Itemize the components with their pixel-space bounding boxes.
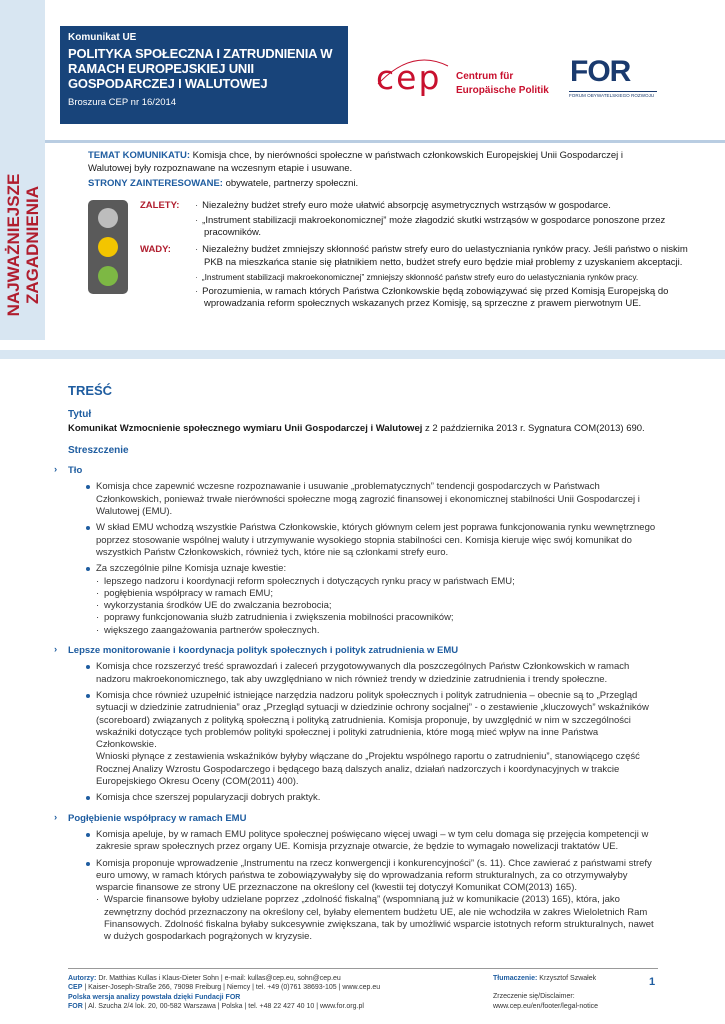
- polish-version-note: Polska wersja analizy powstała dzięki Fundacji FOR: [68, 993, 241, 1001]
- sub-bullet: · większego zaangażowania partnerów społecznych.: [96, 625, 658, 637]
- translator: Krzysztof Szwałek: [537, 975, 597, 982]
- section-divider: [0, 350, 725, 359]
- traffic-light-green: [98, 266, 118, 286]
- bullet: Komisja proponuje wprowadzenie „Instrumentu na rzecz konwergencji i konkurencyjności” (s. 11). Chce zawierać z państwami strefy euro umowy, w ramach których państwa te zobowiązywałyby się do wprowadzania reform strukturalnych, za co otrzymywałyby wsparcie finansowe ze strony UE przeznaczone na określony cel (kwestii tej dotyczył Komunikat COM(2013) 165).: [86, 858, 658, 895]
- disclaimer-link[interactable]: www.cep.eu/en/footer/legal-notice: [493, 1002, 599, 1010]
- cep-address: | Kaiser-Joseph-Straße 266, 79098 Freiburg | Niemcy | tel. +49 (0)761 38693-105 | www.cep.eu: [82, 984, 381, 992]
- traffic-light-icon: [88, 200, 128, 294]
- pros-label: ZALETY:: [140, 200, 180, 211]
- sub-bullet: · poprawy funkcjonowania służb zatrudnienia i zwiększenia mobilności pracowników;: [96, 612, 658, 624]
- paragraph: Wnioski płynące z zestawienia wskaźników byłyby włączane do „Projektu wspólnego raportu o zatrudnieniu”, stanowiącego część Rocznej Analizy Wzrostu Gospodarczego i będącego bazą dalszych analiz, działań nadzorczych i koordynacyjnych w trakcie Europejskiego Okresu Oceny (COM(2011) 400).: [96, 751, 640, 788]
- bullet: Komisja chce zapewnić wczesne rozpoznawanie i usuwanie „problematycznych” tendencji gospodarczych w Państwach Członkowskich, ponieważ trwałe nierówności społeczne mogą zagrozić finansowej i ekonomicznej stabilności Unii Gospodarczej i Walutowej (EMU).: [86, 481, 658, 518]
- cep-name: [456, 70, 549, 98]
- bullet: W skład EMU wchodzą wszystkie Państwa Członkowskie, których głównym celem jest poprawa funkcjonowania rynku wewnętrznego poprzez stosowanie wspólnej waluty i utrzymywanie wysokiego stopnia stabilności cen. Komisja kieruje więc swój komunikat do wszystkich Państw Członkowskich, również tych, które nie są członkami strefy euro.: [86, 522, 658, 559]
- pro-item: · „Instrument stabilizacji makroekonomicznej” może złagodzić skutki wstrząsów w gospodarce ponoszone przez pracowników.: [195, 215, 695, 240]
- for-address: | Al. Szucha 2/4 lok. 20, 00-582 Warszawa | Polska | tel. +48 22 427 40 10 | www.for.org.pl: [82, 1002, 364, 1010]
- main-content: [68, 385, 658, 944]
- traffic-light-yellow: [98, 237, 118, 257]
- bullet: Komisja chce rozszerzyć treść sprawozdań i zaleceń przygotowywanych dla poszczególnych Państw Członkowskich w ramach nadzoru makroekonomicznego, tak aby uwzględniano w nich również trendy w dziedzinie zatrudnienia i trendy społeczne.: [86, 661, 658, 686]
- side-label: [4, 170, 46, 320]
- sub-bullet: · Wsparcie finansowe byłoby udzielane poprzez „zdolność fiskalną” (wspomnianą już w komunikacie (2013) 165), która, jako zewnętrzny dochód przeznaczony na określony cel, byłaby elementem budżetu UE, ale nie wchodziła w zakres Wieloletnich Ram Finansowych. Zdolność fiskalna byłaby sukcesywnie zwiększana, tak by umożliwić wsparcie istotnych reform strukturalnych, nawet w dużych gospodarkach pogrążonych w kryzysie.: [96, 894, 658, 943]
- cep-label: CEP: [68, 984, 83, 992]
- side-label-text: NAJWAŻNIEJSZE ZAGADNIENIA: [4, 173, 42, 317]
- cons-label: WADY:: [140, 244, 171, 255]
- title-heading: Tytuł: [68, 409, 92, 421]
- key-summary: [88, 150, 658, 191]
- bullet: Komisja chce szerszej popularyzacji dobrych praktyk.: [86, 792, 658, 804]
- traffic-light-red: [98, 208, 118, 228]
- title-bold: Komunikat Wzmocnienie społecznego wymiaru Unii Gospodarczej i Walutowej: [68, 422, 423, 434]
- sub-bullet: · pogłębienia współpracy w ramach EMU;: [96, 588, 658, 600]
- header-box: [60, 26, 348, 124]
- cep-name-2: Europäische Politik: [456, 85, 549, 96]
- brochure-number: Broszura CEP nr 16/2014: [68, 97, 177, 108]
- section-heading: › Tło: [48, 465, 658, 477]
- for-subtitle: FORUM OBYWATELSKIEGO ROZWOJU: [569, 91, 657, 98]
- top-divider: [45, 140, 725, 143]
- sub-bullet: · wykorzystania środków UE do zwalczania bezrobocia;: [96, 600, 658, 612]
- for-logo: FOR: [570, 55, 631, 88]
- section-heading: › Lepsze monitorowanie i koordynacja polityk społecznych i polityk zatrudnienia w EMU: [48, 645, 658, 657]
- cep-logo: cep: [376, 58, 442, 97]
- authors-text: Dr. Matthias Kullas i Klaus-Dieter Sohn | e-mail: kullas@cep.eu, sohn@cep.eu: [96, 975, 341, 982]
- con-item: · Porozumienia, w ramach których Państwa Członkowskie będą zobowiązywać się przed Komisją Europejską do wprowadzania reform społecznych wskazanych przez Komisję, są sprzeczne z prawem pierwotnym UE.: [195, 286, 695, 311]
- title-text: [68, 423, 658, 435]
- section-heading: › Pogłębienie współpracy w ramach EMU: [48, 813, 658, 825]
- footer-right: [493, 974, 598, 1011]
- con-item: · „Instrument stabilizacji makroekonomicznej” zmniejszy skłonność państw strefy euro do uelastyczniania rynków pracy.: [195, 271, 695, 284]
- footer-left: [68, 974, 380, 1011]
- pros-list: [195, 200, 695, 242]
- header-title: POLITYKA SPOŁECZNA I ZATRUDNIENIA W RAMACH EUROPEJSKIEJ UNII GOSPODARCZEJ I WALUTOWEJ: [68, 46, 333, 91]
- header-kicker: Komunikat UE: [68, 32, 137, 43]
- authors-label: Autorzy:: [68, 975, 97, 982]
- strony-label: STRONY ZAINTERESOWANE:: [88, 178, 223, 189]
- title-rest: z 2 października 2013 r. Sygnatura COM(2013) 690.: [422, 422, 645, 434]
- temat-label: TEMAT KOMUNIKATU:: [88, 150, 191, 161]
- temat-text: Komisja chce, by nierówności społeczne w państwach członkowskich Europejskiej Unii Gospodarczej i Walutowej były rozpoznawane na wczesnym etapie i usuwane.: [88, 150, 624, 174]
- content-heading: TREŚĆ: [68, 383, 113, 398]
- footer-divider: [68, 968, 658, 969]
- pro-item: · Niezależny budżet strefy euro może ułatwić absorpcję asymetrycznych wstrząsów w gospodarce.: [195, 200, 695, 213]
- bullet: Komisja apeluje, by w ramach EMU polityce społecznej poświęcano więcej uwagi – w tym celu domaga się przejęcia kompetencji w zakresie spraw społecznych przez organy UE. Komisja przyznaje otwarcie, że będzie to wymagało nowelizacji traktatów UE.: [86, 829, 658, 854]
- page-number: 1: [649, 976, 656, 988]
- summary-heading: Streszczenie: [68, 444, 129, 456]
- cep-name-1: Centrum für: [456, 71, 514, 82]
- translation-label: Tłumaczenie:: [493, 975, 538, 982]
- disclaimer-label: Zrzeczenie się/Disclaimer:: [493, 993, 575, 1001]
- bullet: Za szczególnie pilne Komisja uznaje kwestie:: [86, 563, 658, 575]
- sub-bullet: · lepszego nadzoru i koordynacji reform społecznych i dotyczących rynku pracy w państwach EMU;: [96, 576, 658, 588]
- strony-text: obywatele, partnerzy społeczni.: [222, 178, 359, 189]
- for-label: FOR: [68, 1002, 83, 1010]
- con-item: · Niezależny budżet zmniejszy skłonność państw strefy euro do uelastyczniania rynków pracy. Jeśli państwo o niskim PKB na mieszkańca stanie się płatnikiem netto, budżet strefy euro będzie miał problemy z uzyskaniem akceptacji.: [195, 244, 695, 269]
- bullet: Komisja chce również uzupełnić istniejące narzędzia nadzoru polityk społecznych i polityk zatrudnienia – obecnie są to „Przegląd sytuacji w dziedzinie zatrudnienia” oraz „Przegląd sytuacji w dziedzinie ochrony socjalnej” - o zestawienie „kluczowych” wskaźników (scoreboard) związanych z polityką społeczną i polityką zatrudnienia. Komisja proponuje, by uwzględnić w nim w szczególności wskaźniki dotyczące tych problemów polityki społecznej i polityki zatrudnienia, które mogą mieć wpływ na inne Państwa Członkowskie.: [86, 690, 658, 751]
- cons-list: [195, 244, 695, 313]
